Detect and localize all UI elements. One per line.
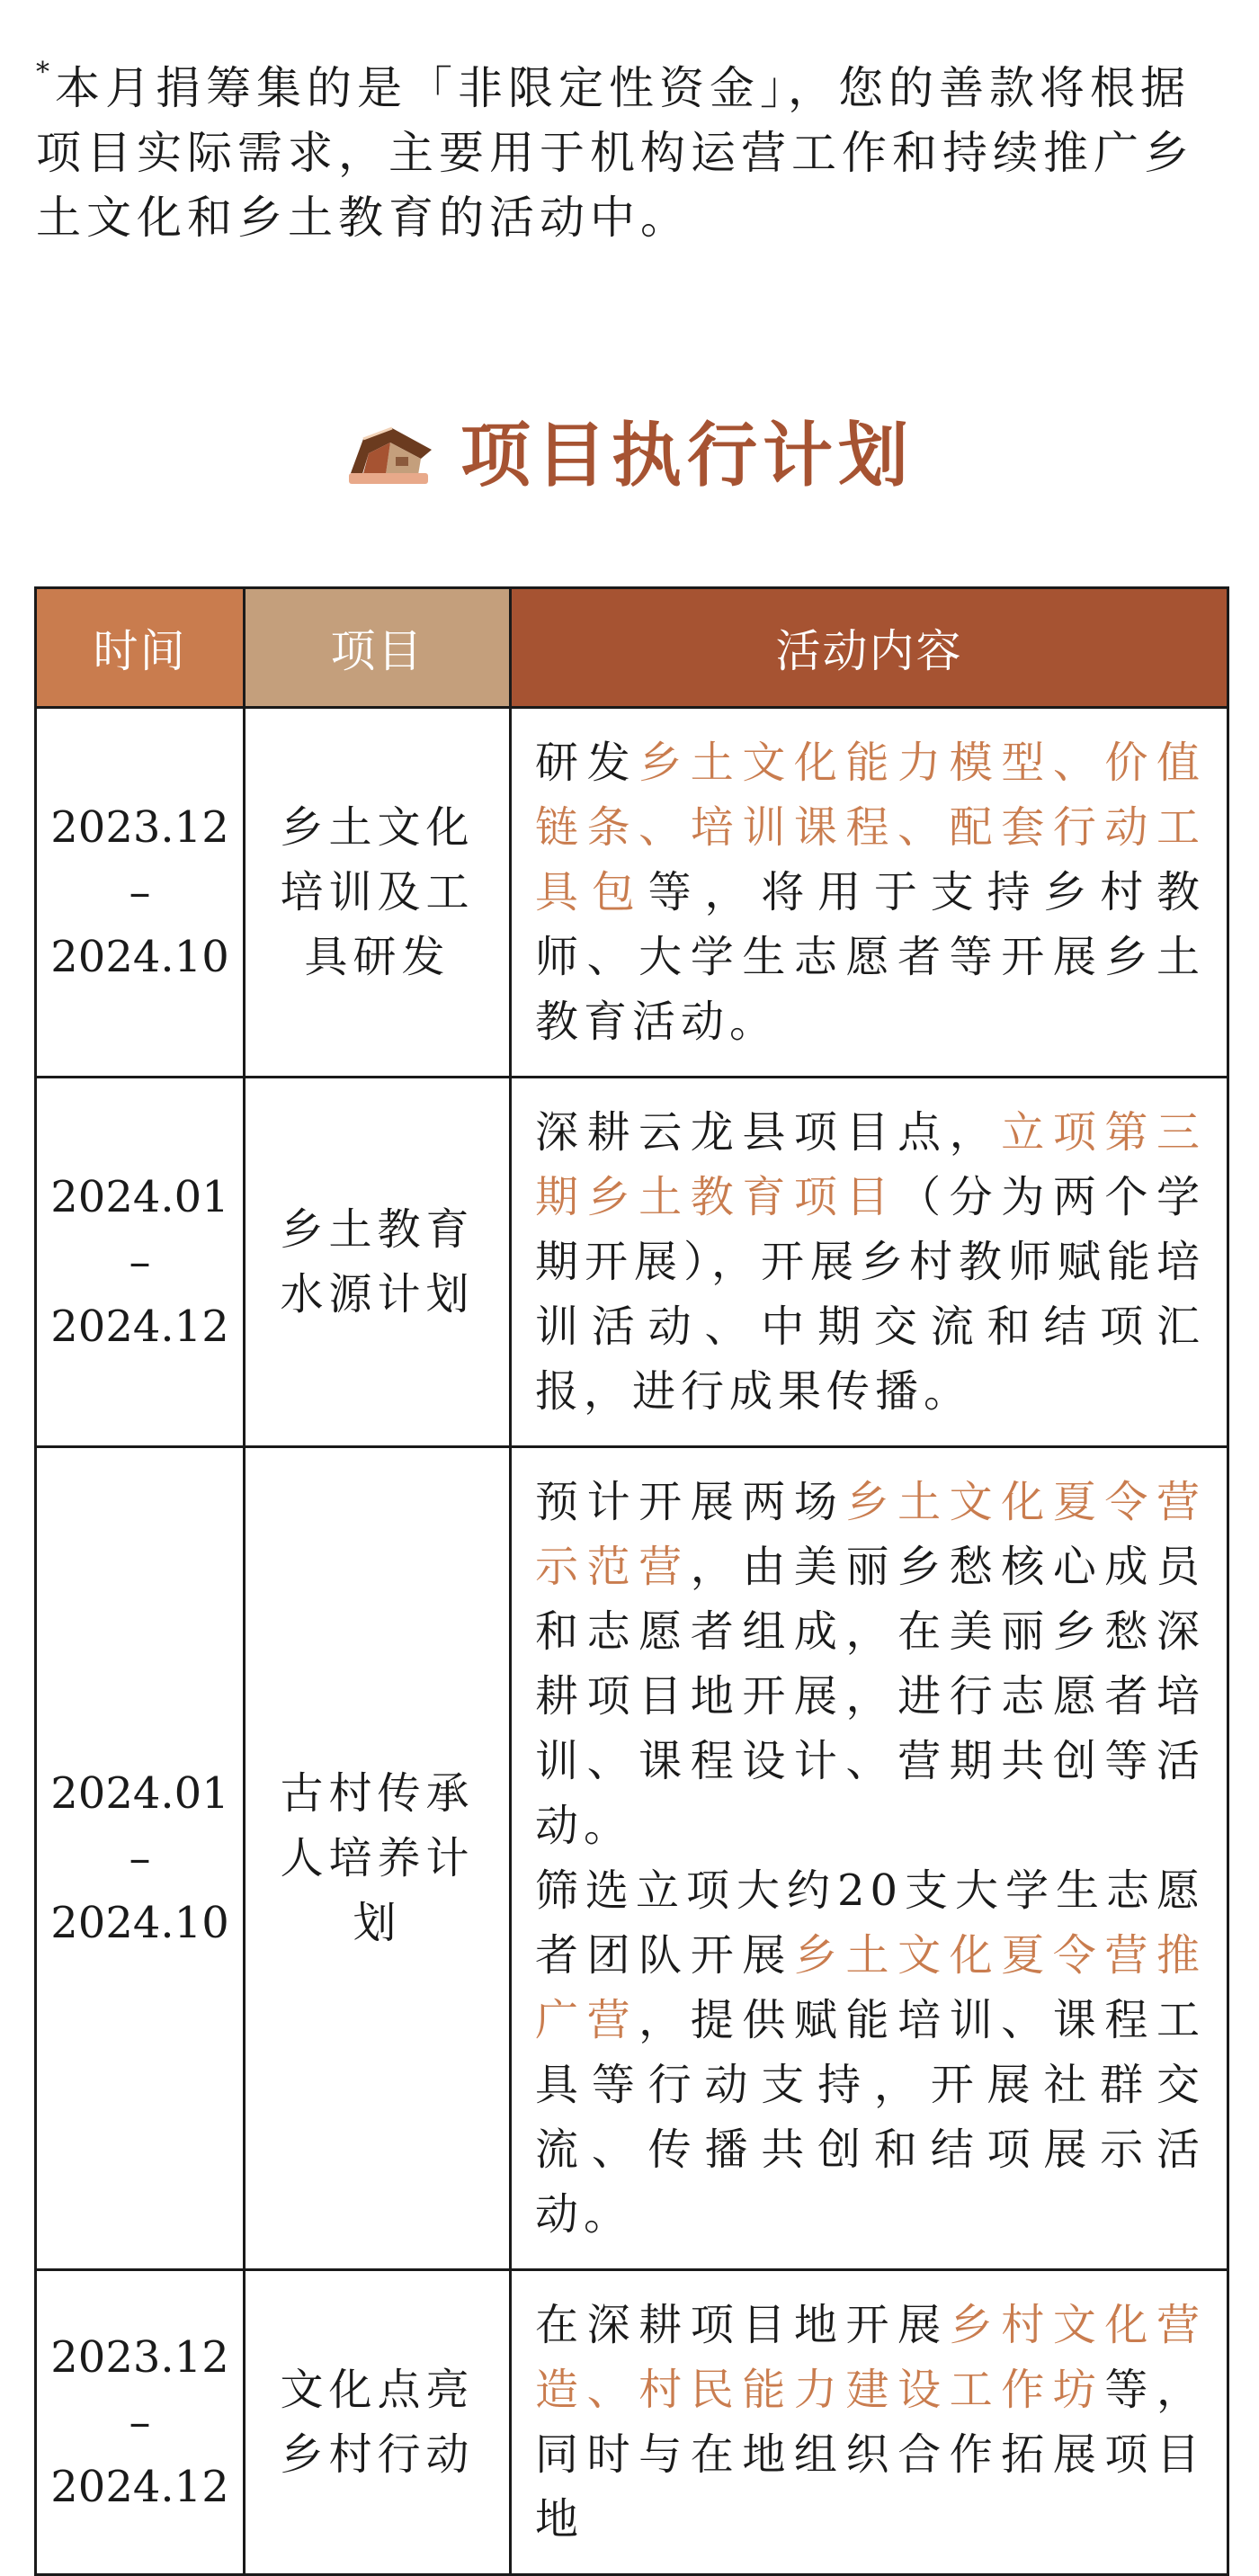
- header-content: 活动内容: [511, 588, 1228, 708]
- cell-content: [511, 708, 1228, 1078]
- time-sep: –: [129, 1237, 151, 1287]
- house-icon: [345, 423, 435, 487]
- cell-time: [36, 2270, 245, 2575]
- time-start: 2023.12: [50, 802, 229, 853]
- table-row: [36, 2270, 1228, 2575]
- cell-time: [36, 708, 245, 1078]
- content-text: 在深耕项目地开展: [535, 2300, 950, 2350]
- time-sep: –: [129, 2397, 151, 2447]
- content-text: 等，同时与在地组织合作拓展项目地: [535, 2365, 1205, 2545]
- cell-project: 古村传承人培养计划: [245, 1447, 511, 2270]
- intro-asterisk: *: [36, 57, 55, 88]
- time-start: 2024.01: [50, 1172, 229, 1222]
- cell-content: [511, 1078, 1228, 1447]
- header-project: 项目: [245, 588, 511, 708]
- table-row: [36, 1078, 1228, 1447]
- section-heading: 项目执行计划: [460, 416, 914, 496]
- table-header-row: [36, 588, 1228, 708]
- header-time: 时间: [36, 588, 245, 708]
- section-title: [0, 396, 1259, 504]
- cell-time: [36, 1078, 245, 1447]
- content-text: ，由美丽乡愁核心成员和志愿者组成，在美丽乡愁深耕项目地开展，进行志愿者培训、课程设计、营期共创等活动。: [535, 1542, 1205, 1851]
- cell-content: [511, 1447, 1228, 2270]
- content-text: 深耕云龙县项目点，: [535, 1107, 1002, 1158]
- highlight-text: 乡土文化夏令营示范营: [535, 1477, 1205, 1592]
- table-body: [36, 708, 1228, 2575]
- plan-table: [34, 586, 1229, 2576]
- time-sep: –: [129, 867, 151, 917]
- time-end: 2024.12: [50, 2462, 229, 2512]
- time-end: 2024.10: [50, 1898, 229, 1948]
- cell-project: 文化点亮乡村行动: [245, 2270, 511, 2575]
- cell-time: [36, 1447, 245, 2270]
- intro-paragraph: [36, 56, 1232, 250]
- time-end: 2024.12: [50, 1301, 229, 1352]
- content-text: 研发: [535, 738, 639, 788]
- time-start: 2024.01: [50, 1768, 229, 1819]
- table-row: [36, 1447, 1228, 2270]
- time-start: 2023.12: [50, 2332, 229, 2383]
- cell-content: [511, 2270, 1228, 2575]
- intro-text: 本月捐筹集的是「非限定性资金」，您的善款将根据项目实际需求，主要用于机构运营工作和持续推广乡土文化和乡土教育的活动中。: [36, 62, 1194, 244]
- cell-project: 乡土教育水源计划: [245, 1078, 511, 1447]
- content-text: 等，将用于支持乡村教师、大学生志愿者等开展乡土教育活动。: [535, 867, 1205, 1047]
- content-text: （分为两个学期开展），开展乡村教师赋能培训活动、中期交流和结项汇报，进行成果传播。: [535, 1172, 1205, 1417]
- cell-project: 乡土文化培训及工具研发: [245, 708, 511, 1078]
- content-text: 筛选立项大约20支大学生志愿者团队开展: [535, 1865, 1205, 1981]
- highlight-text: 立项第三期乡土教育项目: [535, 1107, 1205, 1222]
- time-end: 2024.10: [50, 932, 229, 982]
- highlight-text: 乡土文化夏令营推广营: [535, 1930, 1205, 2045]
- table-row: [36, 708, 1228, 1078]
- highlight-text: 乡土文化能力模型、价值链条、培训课程、配套行动工具包: [535, 738, 1205, 917]
- time-sep: –: [129, 1833, 151, 1883]
- content-text: 预计开展两场: [535, 1477, 846, 1527]
- content-text: ，提供赋能培训、课程工具等行动支持，开展社群交流、传播共创和结项展示活动。: [535, 1995, 1205, 2240]
- highlight-text: 乡村文化营造、村民能力建设工作坊: [535, 2300, 1205, 2415]
